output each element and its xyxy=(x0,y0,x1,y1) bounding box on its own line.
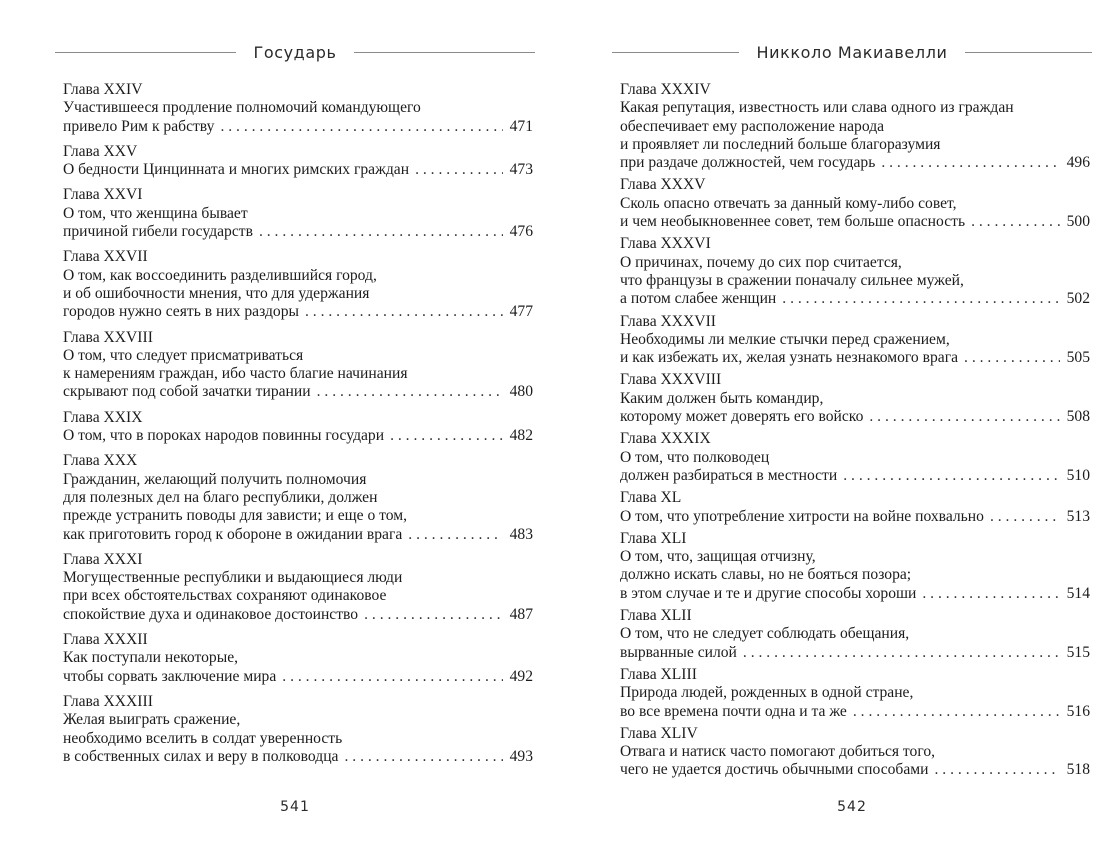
chapter-title-line: Гражданин, желающий получить полномочия xyxy=(63,470,367,488)
chapter-label: Глава XLII xyxy=(620,607,692,625)
left-page xyxy=(55,0,535,861)
chapter-label: Глава XXVII xyxy=(63,248,148,266)
dot-leader xyxy=(971,213,1060,231)
chapter-title-line: должен разбираться в местности xyxy=(620,466,838,484)
chapter-title-last-line xyxy=(620,467,1090,485)
dot-leader xyxy=(922,585,1060,603)
chapter-title-line: прежде устранить поводы для зависти; и еще о том, xyxy=(63,507,408,525)
chapter-label: Глава XXXVI xyxy=(620,235,711,253)
chapter-title-line: которому может доверять его войско xyxy=(620,408,864,426)
dot-leader xyxy=(390,427,503,445)
chapter-title-last-line xyxy=(63,223,533,241)
toc-page-number: 480 xyxy=(509,383,533,401)
dot-leader xyxy=(259,223,503,241)
chapter-title-line: к намерениям граждан, ибо часто благие начинания xyxy=(63,365,408,383)
chapter-title-line: городов нужно сеять в них раздоры xyxy=(63,303,299,321)
chapter-label: Глава XXX xyxy=(63,452,138,470)
toc-entry xyxy=(63,186,533,241)
toc-entry xyxy=(620,530,1090,603)
toc-entry xyxy=(620,313,1090,368)
chapter-title-line: и как избежать их, желая узнать незнакомого врага xyxy=(620,349,959,367)
toc-page-number: 483 xyxy=(509,525,533,543)
chapter-title-last-line xyxy=(620,213,1090,231)
chapter-title-last-line xyxy=(620,585,1090,603)
dot-leader xyxy=(305,303,503,321)
chapter-title-line: скрывают под собой зачатки тирании xyxy=(63,383,311,401)
chapter-title-last-line xyxy=(63,668,533,686)
chapter-title-last-line xyxy=(620,508,1090,526)
chapter-title-line: О том, что женщина бывает xyxy=(63,204,248,222)
chapter-label: Глава XL xyxy=(620,489,682,507)
chapter-label: Глава XXV xyxy=(63,142,138,160)
chapter-title-line: и проявляет ли последний больше благоразумия xyxy=(620,135,941,153)
chapter-title-line: причиной гибели государств xyxy=(63,223,253,241)
toc-page-number: 496 xyxy=(1066,154,1090,172)
chapter-title-line: необходимо вселить в солдат уверенность xyxy=(63,729,343,747)
right-page xyxy=(612,0,1092,861)
chapter-title-line: спокойствие духа и одинаковое достоинство xyxy=(63,605,359,623)
toc-entry xyxy=(63,81,533,136)
chapter-title-line: Сколь опасно отвечать за данный кому-либо совет, xyxy=(620,194,957,212)
chapter-label: Глава XXIX xyxy=(63,408,143,426)
toc-page-number: 473 xyxy=(509,161,533,179)
chapter-title-last-line xyxy=(620,408,1090,426)
chapter-title-line: О том, что употребление хитрости на войне похвально xyxy=(620,507,984,525)
dot-leader xyxy=(843,467,1060,485)
dot-leader xyxy=(935,761,1061,779)
chapter-title-line: что французы в сражении поначалу сильнее мужей, xyxy=(620,271,964,289)
chapter-title-line: во все времена почти одна и та же xyxy=(620,702,847,720)
chapter-label: Глава XXXVIII xyxy=(620,371,722,389)
toc-entry xyxy=(620,81,1090,172)
right-page-header xyxy=(612,37,1092,67)
toc-page-number: 502 xyxy=(1066,290,1090,308)
dot-leader xyxy=(364,606,503,624)
running-title: Никколо Макиавелли xyxy=(756,42,948,62)
page-number: 541 xyxy=(280,799,310,815)
chapter-label: Глава XXVIII xyxy=(63,328,153,346)
chapter-title-line: чего не удается достичь обычными способами xyxy=(620,761,929,779)
chapter-title-line: как приготовить город к обороне в ожидании врага xyxy=(63,525,403,543)
toc-entry xyxy=(63,551,533,624)
toc-entry xyxy=(63,329,533,402)
chapter-label: Глава XXXIX xyxy=(620,430,711,448)
chapter-title-last-line xyxy=(620,154,1090,172)
chapter-title-line: привело Рим к рабству xyxy=(63,117,215,135)
left-page-header xyxy=(55,37,535,67)
dot-leader xyxy=(869,408,1060,426)
dot-leader xyxy=(415,161,503,179)
toc-entry xyxy=(63,631,533,686)
chapter-title-line: вырванные силой xyxy=(620,643,737,661)
header-rule-left xyxy=(55,52,236,53)
chapter-title-line: а потом слабее женщин xyxy=(620,290,777,308)
chapter-title-line: О том, что не следует соблюдать обещания, xyxy=(620,625,910,643)
chapter-title-last-line xyxy=(620,349,1090,367)
chapter-title-last-line xyxy=(620,290,1090,308)
chapter-label: Глава XLIII xyxy=(620,665,697,683)
toc-entry xyxy=(620,430,1090,485)
toc-page-number: 515 xyxy=(1066,643,1090,661)
toc-entry xyxy=(63,452,533,543)
page-number: 542 xyxy=(837,799,867,815)
chapter-label: Глава XXXIII xyxy=(63,692,153,710)
chapter-title-line: Каким должен быть командир, xyxy=(620,389,824,407)
dot-leader xyxy=(881,154,1060,172)
dot-leader xyxy=(853,703,1060,721)
chapter-title-line: Как поступали некоторые, xyxy=(63,649,239,667)
chapter-title-last-line xyxy=(620,761,1090,779)
chapter-title-last-line xyxy=(63,748,533,766)
chapter-title-line: и чем необыкновеннее совет, тем больше опасность xyxy=(620,213,966,231)
dot-leader xyxy=(220,118,503,136)
chapter-title-line: при всех обстоятельствах сохраняют одинаковое xyxy=(63,587,387,605)
toc-page-number: 500 xyxy=(1066,213,1090,231)
toc-entry xyxy=(620,489,1090,526)
toc-entry xyxy=(620,371,1090,426)
toc-page-number: 514 xyxy=(1066,584,1090,602)
dot-leader xyxy=(408,526,503,544)
chapter-title-last-line xyxy=(63,383,533,401)
toc-entry xyxy=(620,176,1090,231)
chapter-title-line: обеспечивает ему расположение народа xyxy=(620,117,885,135)
toc-entry xyxy=(620,666,1090,721)
toc-entry xyxy=(620,235,1090,308)
toc-entry xyxy=(63,409,533,446)
toc-page-number: 492 xyxy=(509,667,533,685)
chapter-label: Глава XLI xyxy=(620,529,687,547)
toc-page-number: 487 xyxy=(509,605,533,623)
chapter-title-last-line xyxy=(620,703,1090,721)
toc-page-number: 482 xyxy=(509,427,533,445)
header-rule-right xyxy=(354,52,535,53)
chapter-label: Глава XXXIV xyxy=(620,81,711,98)
toc-page-number: 471 xyxy=(509,117,533,135)
chapter-title-line: в этом случае и те и другие способы хороши xyxy=(620,584,917,602)
toc-entry xyxy=(63,248,533,321)
chapter-title-line: Могущественные республики и выдающиеся люди xyxy=(63,569,403,587)
chapter-label: Глава XLIV xyxy=(620,724,698,742)
toc-page-number: 513 xyxy=(1066,507,1090,525)
chapter-label: Глава XXXV xyxy=(620,176,706,194)
chapter-label: Глава XXXVII xyxy=(620,312,716,330)
running-title: Государь xyxy=(253,42,337,62)
chapter-title-last-line xyxy=(63,526,533,544)
chapter-label: Глава XXIV xyxy=(63,81,143,98)
toc-entry xyxy=(63,143,533,180)
chapter-title-line: О том, что, защищая отчизну, xyxy=(620,548,816,566)
chapter-label: Глава XXXII xyxy=(63,631,148,649)
chapter-title-line: О том, как воссоединить разделившийся город, xyxy=(63,266,377,284)
header-rule-left xyxy=(612,52,739,53)
dot-leader xyxy=(743,644,1060,662)
toc-page-number: 518 xyxy=(1066,761,1090,779)
toc-entry xyxy=(620,607,1090,662)
chapter-title-line: О том, что следует присматриваться xyxy=(63,346,304,364)
chapter-title-line: при раздаче должностей, чем государь xyxy=(620,154,876,172)
chapter-title-last-line xyxy=(63,303,533,321)
chapter-title-line: Отвага и натиск часто помогают добиться того, xyxy=(620,743,936,761)
chapter-title-line: О том, что полководец xyxy=(620,448,770,466)
toc-entry xyxy=(63,693,533,766)
chapter-title-last-line xyxy=(63,427,533,445)
chapter-title-line: чтобы сорвать заключение мира xyxy=(63,667,277,685)
toc-page-number: 516 xyxy=(1066,702,1090,720)
chapter-title-line: для полезных дел на благо республики, должен xyxy=(63,488,378,506)
chapter-title-last-line xyxy=(63,606,533,624)
dot-leader xyxy=(317,383,503,401)
dot-leader xyxy=(344,748,503,766)
header-rule-right xyxy=(965,52,1092,53)
chapter-title-line: О том, что в пороках народов повинны государи xyxy=(63,427,385,445)
toc-page-number: 510 xyxy=(1066,466,1090,484)
chapter-title-line: в собственных силах и веру в полководца xyxy=(63,747,339,765)
chapter-title-line: Желая выиграть сражение, xyxy=(63,711,241,729)
chapter-label: Глава XXVI xyxy=(63,186,143,204)
chapter-label: Глава XXXI xyxy=(63,550,143,568)
dot-leader xyxy=(990,508,1060,526)
chapter-title-last-line xyxy=(63,161,533,179)
table-of-contents xyxy=(63,81,533,773)
toc-page-number: 476 xyxy=(509,223,533,241)
dot-leader xyxy=(782,290,1060,308)
dot-leader xyxy=(964,349,1060,367)
chapter-title-line: Природа людей, рожденных в одной стране, xyxy=(620,684,914,702)
toc-page-number: 508 xyxy=(1066,408,1090,426)
chapter-title-line: должно искать славы, но не бояться позора; xyxy=(620,566,912,584)
chapter-title-line: О причинах, почему до сих пор считается, xyxy=(620,253,902,271)
toc-page-number: 477 xyxy=(509,303,533,321)
toc-entry xyxy=(620,725,1090,780)
chapter-title-line: и об ошибочности мнения, что для удержания xyxy=(63,284,370,302)
toc-page-number: 505 xyxy=(1066,349,1090,367)
toc-page-number: 493 xyxy=(509,747,533,765)
dot-leader xyxy=(282,668,503,686)
chapter-title-line: О бедности Цинцинната и многих римских граждан xyxy=(63,161,410,179)
chapter-title-line: Какая репутация, известность или слава одного из граждан xyxy=(620,99,1014,117)
chapter-title-line: Участившееся продление полномочий командующего xyxy=(63,99,421,117)
chapter-title-last-line xyxy=(63,118,533,136)
chapter-title-last-line xyxy=(620,644,1090,662)
table-of-contents xyxy=(620,81,1090,784)
chapter-title-line: Необходимы ли мелкие стычки перед сражением, xyxy=(620,330,950,348)
